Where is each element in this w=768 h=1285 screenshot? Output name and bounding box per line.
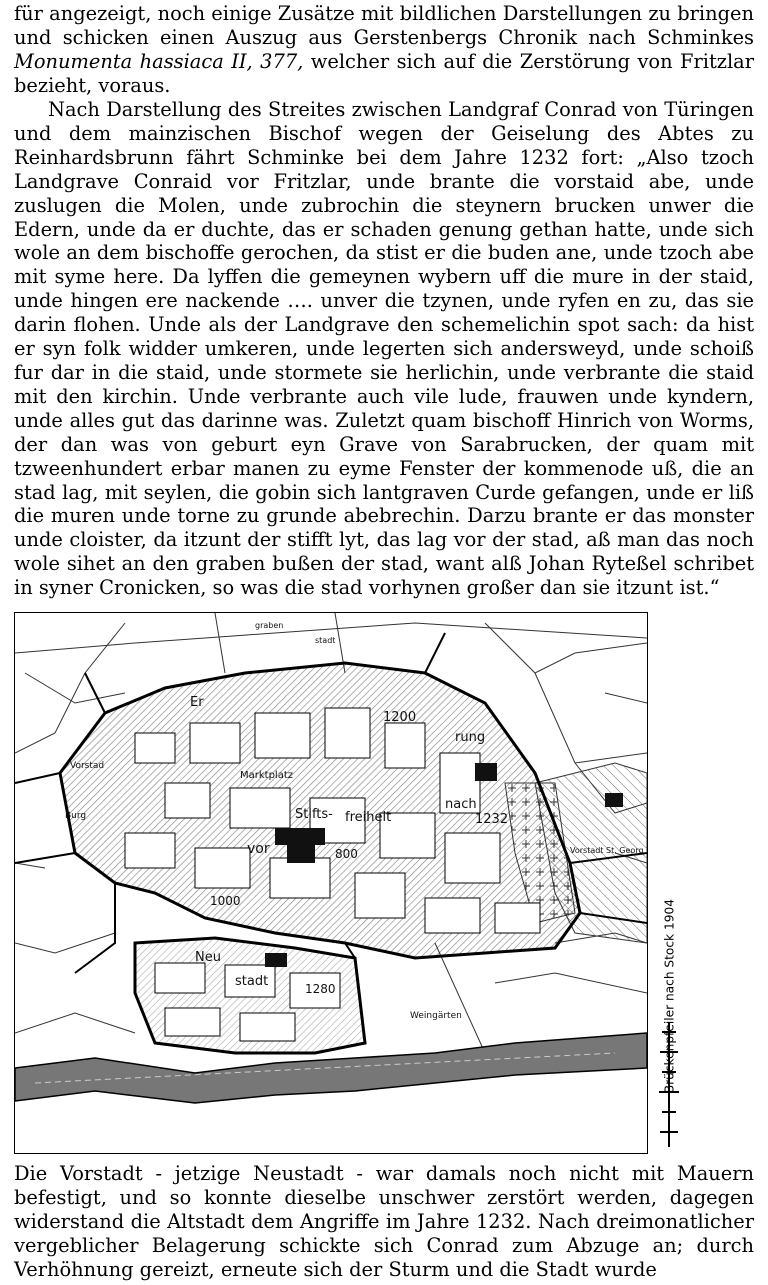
map-label-nach: nach (445, 797, 477, 812)
map-label-er: Er (190, 695, 204, 710)
map-label-freiheit: freiheit (345, 810, 392, 825)
map-drawing (15, 613, 647, 1153)
paragraph-1-start: für angezeigt, noch einige Zusätze mit bildlichen Darstellungen zu bringen und schicken einen Auszug aus Gerstenbergs Chronik nach Schminkes (14, 2, 754, 49)
map-label-vorstad: Vorstad (70, 761, 105, 771)
map-label-weingarten: Weingärten (410, 1011, 462, 1021)
map-label-stifts: Stifts- (295, 807, 333, 822)
map-label-rung: rung (455, 730, 486, 745)
map-label-graben: graben (255, 621, 284, 630)
map-label-stadt-top: stadt (315, 636, 336, 645)
map-label-stadt: stadt (235, 974, 269, 989)
map-label-1232: 1232 (475, 812, 509, 827)
map-label-800: 800 (335, 847, 358, 861)
church-building (475, 763, 497, 781)
citation-title: Monumenta hassiaca II, 377, (14, 49, 304, 73)
town-map (14, 612, 648, 1154)
paragraph-1 (14, 2, 754, 98)
side-caption-text: Brückenpfeiler nach Stock 1904 (662, 899, 677, 1094)
bridge-pier-sketch (654, 1022, 684, 1152)
map-label-1200: 1200 (383, 710, 417, 725)
map-label-vorstadt-st-georg: Vorstadt St. Georg (570, 846, 644, 855)
map-label-marktplatz: Marktplatz (240, 770, 294, 781)
map-label-vor: vor (247, 841, 270, 857)
map-label-burg: Burg (65, 811, 87, 821)
map-label-1280: 1280 (305, 982, 336, 996)
paragraph-1-end: welcher sich auf die Zerstörung von Fritzlar bezieht, voraus. (14, 49, 754, 97)
paragraph-2: Nach Darstellung des Streites zwischen Landgraf Conrad von Türingen und dem mainzischen Bischof wegen der Geiselung des Abtes zu Reinhardsbrunn fährt Schminke bei dem Jahre 1232 fort: „Also tzoch Landgrave Conraid vor Fritzlar, unde brante die vorstaid abe, unde zuslugen die Molen, unde zubrochin die steynern brucken unwer die Edern, unde da er duchte, das er schaden genung gethan hatte, unde sich wole an dem bischoffe gerochen, da stist er die buden ane, unde tzoch abe mit syme here. Da lyffen die gemeynen wybern uff die mure in der staid, unde hingen ere nackende …. unver die tzynen, unde ryfen en zu, das sie darin flohen. Unde als der Landgrave den schemelichin spot sach: da hist er syn folk widder umkeren, unde legerten sich andersweyd, unde schoiß fur dar in die staid, unde stormete sie herlichin, unde verbrante die staid mit den kirchin. Unde verbrante auch vile lude, frauwen unde kyndern, unde alles gut das darinne was. Zuletzt quam bischoff Hinrich von Worms, der dan was von geburt eyn Grave von Sarabrucken, der quam mit tzweenhundert erbar manen zu eyme Fenster der kommenode uß, die an stad lag, mit seylen, die gobin sich lantgraven Curde gefangen, unde er liß die muren unde torne zu grunde abebrechin. Darzu brante er das monster unde cloister, da itzunt der stifft lyt, das lag vor der stad, aß man das noch wole sihet an den graben bußen der stad, want alß Johan Ryteßel schribet in syner Cronicken, so was die stad vorhynen großer dan sie itzunt ist.“ (14, 98, 754, 600)
new-town-church (265, 953, 287, 967)
map-label-neu: Neu (195, 950, 221, 965)
town-map-figure (14, 612, 754, 1158)
map-label-1000: 1000 (210, 894, 241, 908)
st-georg-building (605, 793, 623, 807)
paragraph-3: Die Vorstadt - jetzige Neustadt - war damals noch nicht mit Mauern befestigt, und so konnte dieselbe unschwer zerstört werden, dagegen widerstand die Altstadt dem Angriffe im Jahre 1232. Nach dreimonatlicher vergeblicher Belagerung schickte sich Conrad zum Abzuge an; durch Verhöhnung gereizt, erneute sich der Sturm und die Stadt wurde (14, 1162, 754, 1281)
